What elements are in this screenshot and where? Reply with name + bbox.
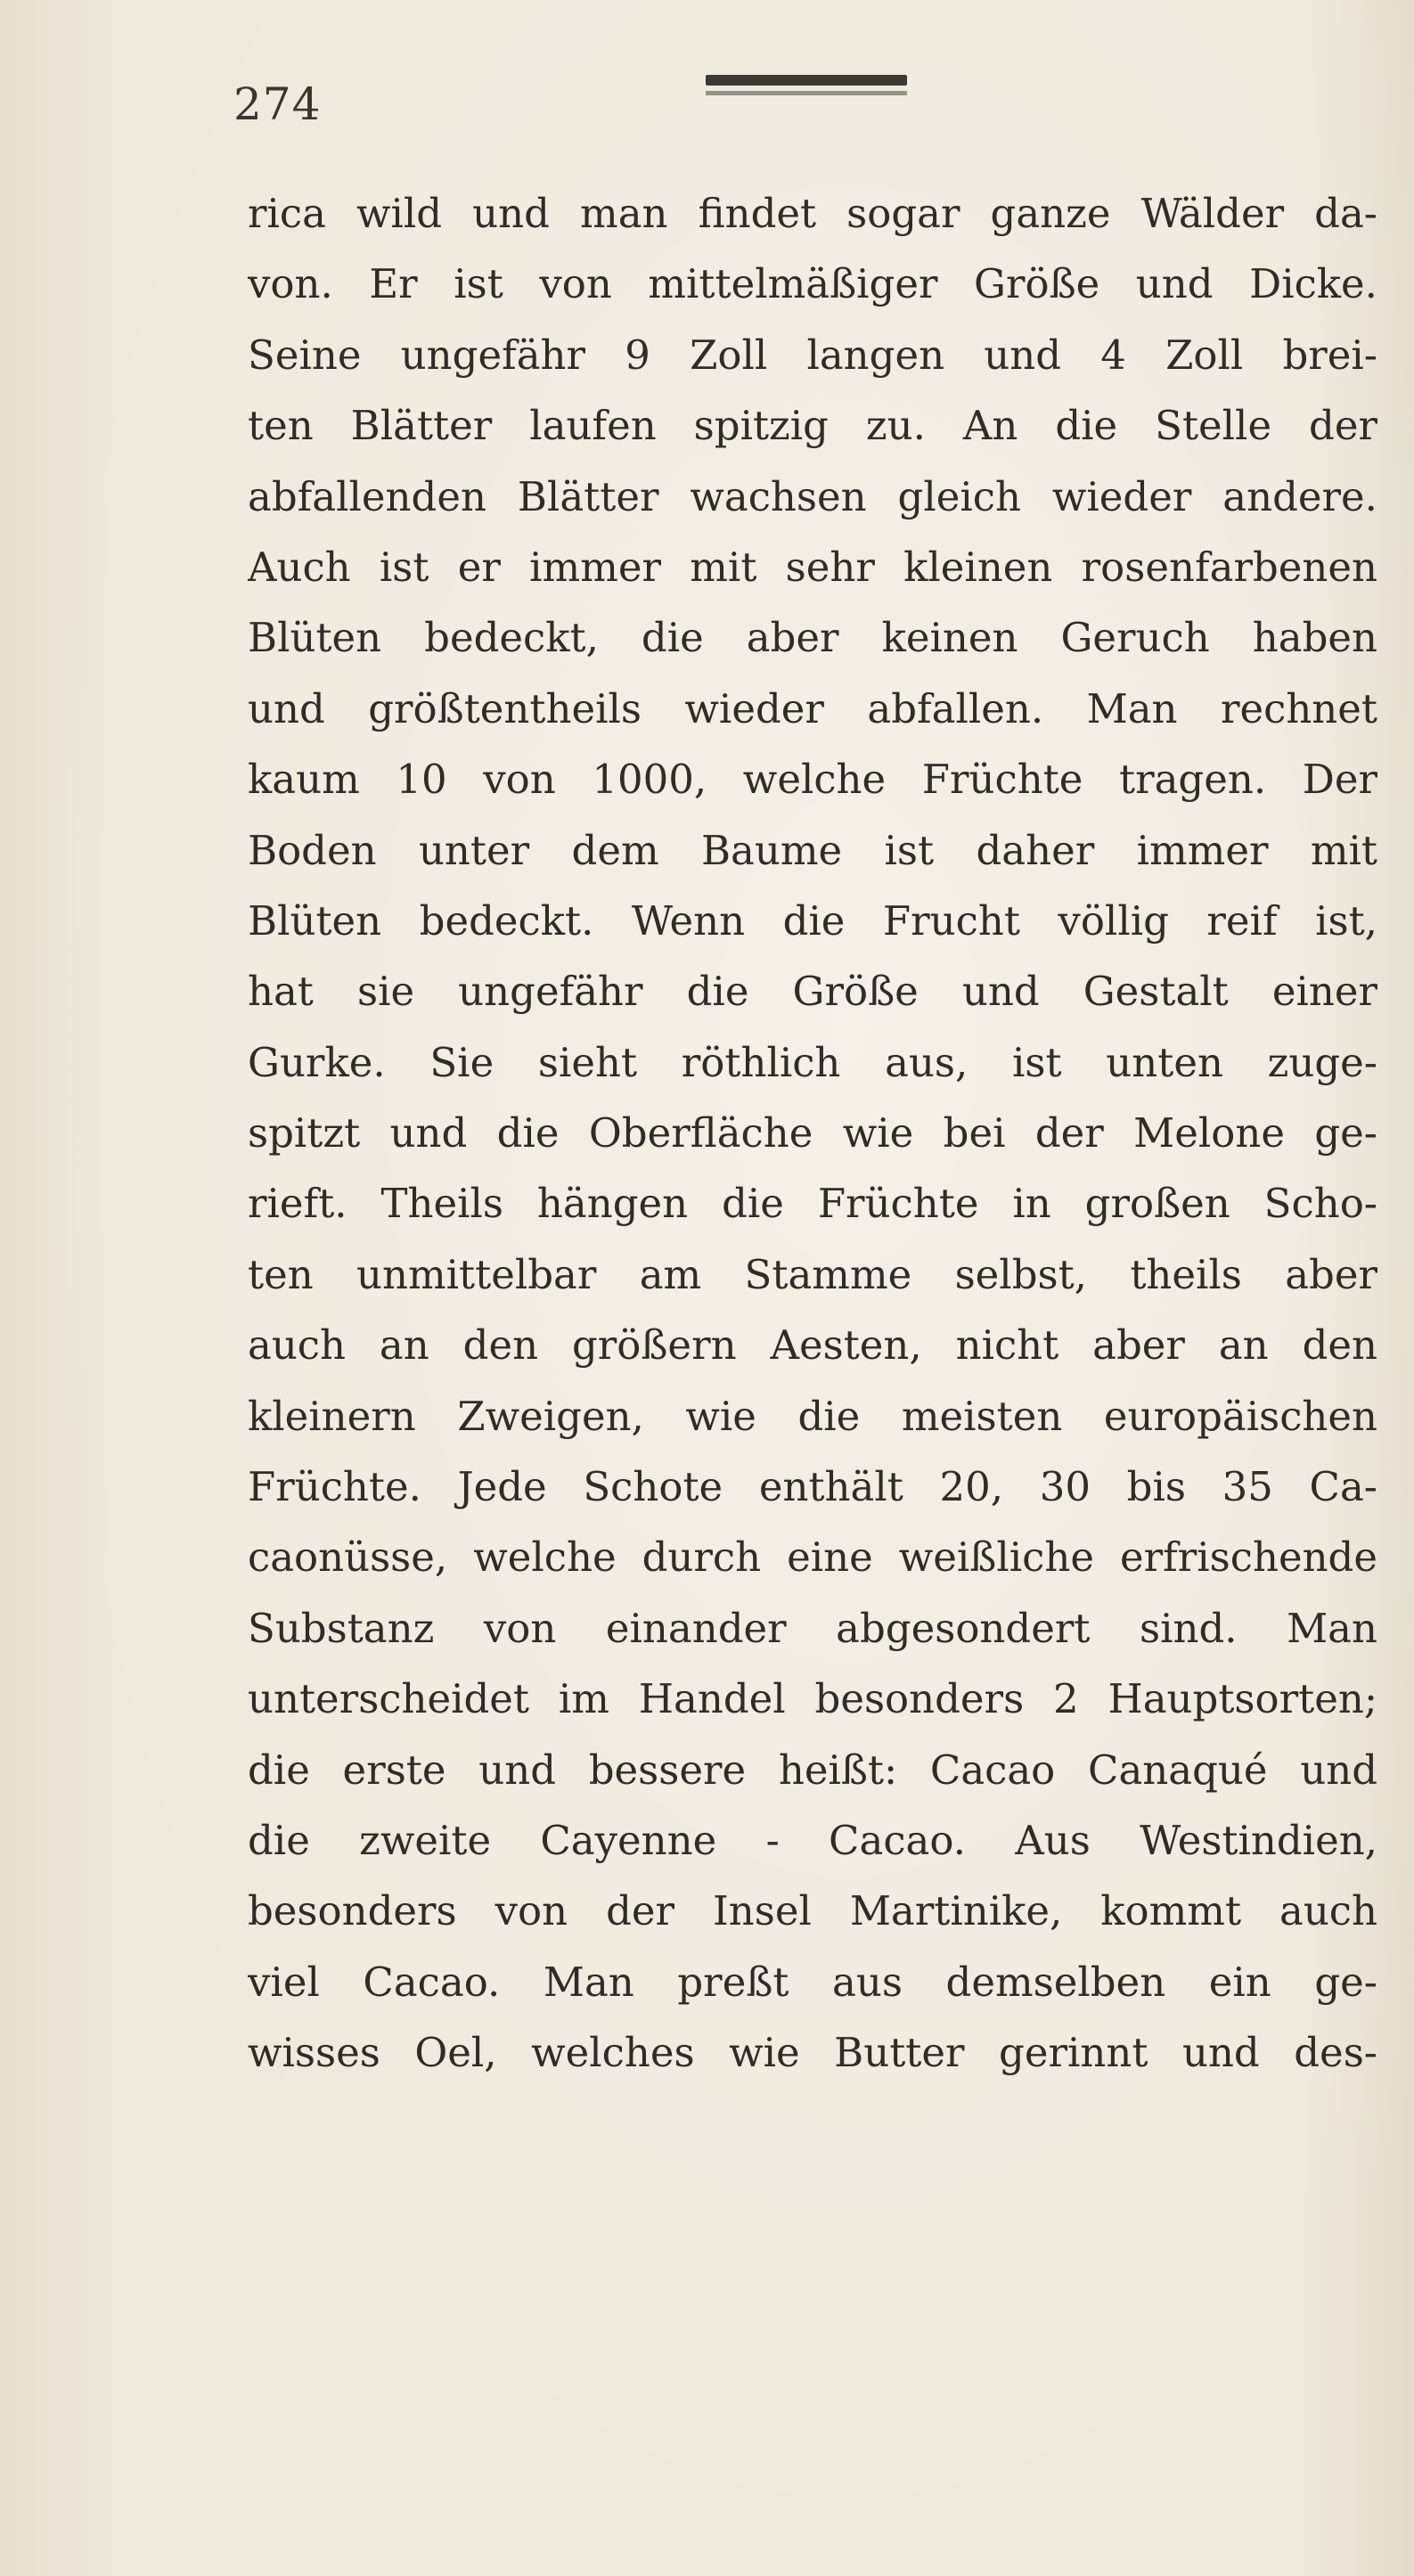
text-line: wisses Oel, welches wie Butter gerinnt und des- <box>248 2029 1377 2077</box>
text-line: Seine ungefähr 9 Zoll langen und 4 Zoll brei- <box>248 331 1377 379</box>
text-line: caonüsse, welche durch eine weißliche erfrischende <box>248 1533 1377 1582</box>
text-line: spitzt und die Oberfläche wie bei der Melone ge- <box>248 1109 1377 1157</box>
text-line: ten unmittelbar am Stamme selbst, theils aber <box>248 1250 1377 1298</box>
text-line: unterscheidet im Handel besonders 2 Hauptsorten; <box>248 1675 1377 1723</box>
text-line: von. Er ist von mittelmäßiger Größe und Dicke. <box>248 260 1377 308</box>
text-line: die erste und bessere heißt: Cacao Canaqué und <box>248 1746 1377 1794</box>
page-number: 274 <box>233 78 322 130</box>
text-line: rieft. Theils hängen die Früchte in großen Scho- <box>248 1180 1377 1228</box>
text-line: rica wild und man findet sogar ganze Wälder da- <box>248 190 1377 237</box>
text-line: hat sie ungefähr die Größe und Gestalt einer <box>248 968 1377 1016</box>
text-line: Auch ist er immer mit sehr kleinen rosenfarbenen <box>248 543 1377 591</box>
text-line: Boden unter dem Baume ist daher immer mit <box>248 826 1377 874</box>
text-line: Blüten bedeckt, die aber keinen Geruch haben <box>248 614 1377 662</box>
text-line: Gurke. Sie sieht röthlich aus, ist unten zuge- <box>248 1038 1377 1086</box>
library-stamp-mark <box>706 75 907 100</box>
text-line: besonders von der Insel Martinike, kommt auch <box>248 1887 1377 1935</box>
stamp-bar-light <box>706 91 907 95</box>
text-line: Früchte. Jede Schote enthält 20, 30 bis 35 Ca- <box>248 1463 1377 1511</box>
text-line: abfallenden Blätter wachsen gleich wieder andere. <box>248 472 1377 520</box>
text-line: kaum 10 von 1000, welche Früchte tragen. Der <box>248 756 1377 804</box>
text-line: ten Blätter laufen spitzig zu. An die Stelle der <box>248 402 1377 450</box>
text-line: und größtentheils wieder abfallen. Man rechnet <box>248 684 1377 732</box>
text-line: viel Cacao. Man preßt aus demselben ein ge- <box>248 1958 1377 2006</box>
text-line: auch an den größern Aesten, nicht aber an den <box>248 1321 1377 1370</box>
stamp-bar-dark <box>706 75 907 86</box>
text-line: kleinern Zweigen, wie die meisten europäischen <box>248 1392 1377 1440</box>
text-line: Substanz von einander abgesondert sind. Man <box>248 1604 1377 1652</box>
text-line: die zweite Cayenne - Cacao. Aus Westindien, <box>248 1816 1377 1864</box>
body-text <box>248 178 1377 2089</box>
text-line: Blüten bedeckt. Wenn die Frucht völlig reif ist, <box>248 896 1377 945</box>
